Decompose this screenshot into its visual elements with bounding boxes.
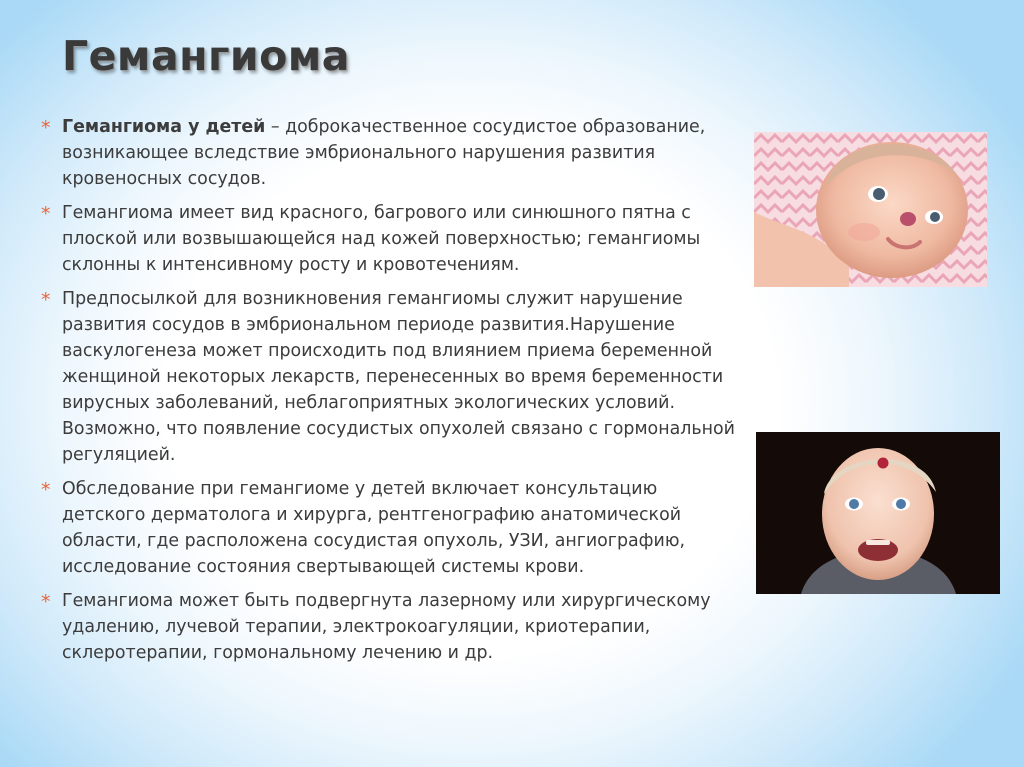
baby-photo-1-illustration: [754, 132, 987, 287]
bullet-text: Гемангиома может быть подвергнута лазерному или хирургическому удалению, лучевой терапии, электрокоагуляции, криотерапии, склеротерапии, гормональному лечению и др.: [62, 591, 711, 663]
bullet-item: [38, 200, 738, 278]
asterisk-bullet-icon: *: [41, 289, 51, 311]
bullet-text: Обследование при гемангиоме у детей включает консультацию детского дерматолога и хирурга, рентгенографию анатомической области, где расположена сосудистая опухоль, УЗИ, ангиографию, исследование состояния свертывающей системы крови.: [62, 479, 685, 577]
bullet-item: [38, 114, 738, 192]
bullet-text: Гемангиома имеет вид красного, багрового или синюшного пятна с плоской или возвышающейся над кожей поверхностью; гемангиомы склонны к интенсивному росту и кровотечениям.: [62, 203, 701, 275]
asterisk-bullet-icon: *: [41, 117, 51, 139]
asterisk-bullet-icon: *: [41, 591, 51, 613]
asterisk-bullet-icon: *: [41, 479, 51, 501]
baby-photo-nose-hemangioma: [754, 132, 987, 287]
bullet-item: [38, 588, 738, 666]
bullet-list: [38, 114, 738, 674]
bullet-item: [38, 476, 738, 580]
baby-photo-forehead-hemangioma: [756, 432, 1000, 594]
bullet-text: Предпосылкой для возникновения гемангиомы служит нарушение развития сосудов в эмбриональном периоде развития.Нарушение васкулогенеза может происходить под влиянием приема беременной женщиной некоторых лекарств, перенесенных во время беременности вирусных заболеваний, неблагоприятных экологических условий. Возможно, что появление сосудистых опухолей связано с гормональной регуляцией.: [62, 289, 735, 465]
bullet-item: [38, 286, 738, 468]
asterisk-bullet-icon: *: [41, 203, 51, 225]
bullet-text: – доброкачественное сосудистое образование, возникающее вследствие эмбрионального нарушения развития кровеносных сосудов.: [62, 117, 706, 189]
slide-title: Гемангиома: [62, 32, 350, 80]
bullet-lead-text: Гемангиома у детей: [62, 117, 266, 137]
baby-photo-2-illustration: [756, 432, 1000, 594]
